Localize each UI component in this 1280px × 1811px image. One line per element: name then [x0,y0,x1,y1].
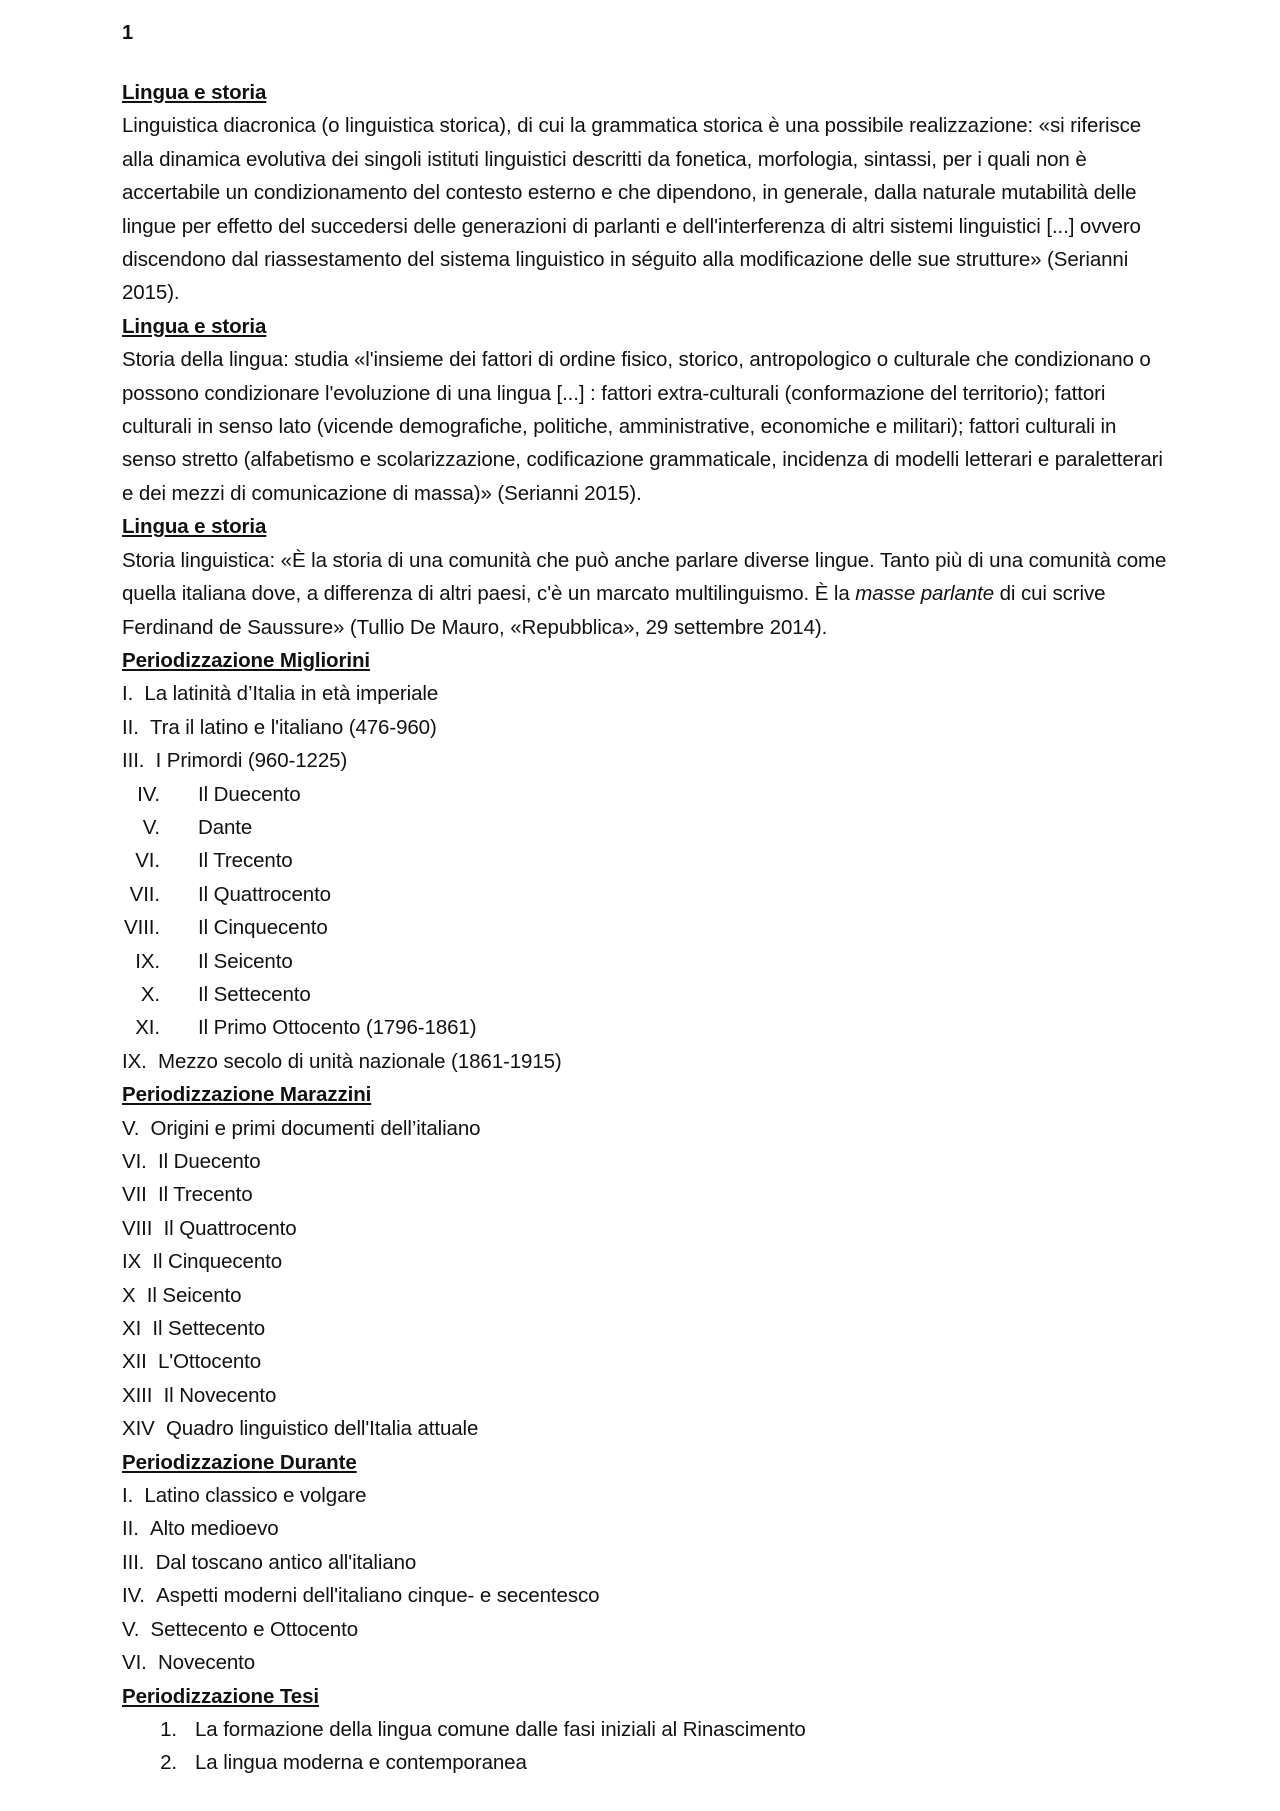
list-number: IX. [122,1049,147,1073]
list-number: IV. [137,782,160,806]
list-text: Latino classico e volgare [144,1484,367,1508]
list-item [122,744,1172,777]
list-item [122,945,1172,978]
periodization-list-tesi [122,1713,1172,1780]
list-number: XIV [122,1417,155,1441]
list-number: I. [122,682,134,706]
list-text: Il Seicento [146,1283,242,1307]
list-item [122,1546,1172,1579]
periodization-list-marazzini [122,1112,1172,1446]
list-number: V. [122,1617,140,1641]
list-text: Il Duecento [157,1150,261,1173]
periodization-list-migliorini-indented [122,778,1172,1045]
list-number: VI. [122,1651,147,1675]
list-item [122,878,1172,911]
list-number: V. [122,1116,140,1140]
list-text: Aspetti moderni dell'italiano cinque- e secentesco [156,1584,600,1608]
list-text: Novecento [157,1651,256,1675]
list-number: X [122,1283,136,1307]
periodization-heading: Periodizzazione Migliorini [122,648,370,672]
list-text: Il Primo Ottocento (1796-1861) [198,1016,477,1040]
list-item [122,1579,1172,1612]
list-item [122,1279,1172,1312]
list-text: Il Seicento [198,949,293,973]
list-number: V. [142,815,160,839]
section-heading: Lingua e storia [122,81,267,104]
list-text: Il Settecento [152,1317,266,1341]
list-text: L'Ottocento [157,1350,262,1374]
list-item [122,711,1172,744]
list-text: Tra il latino e l'italiano (476-960) [150,715,437,739]
list-item [122,1512,1172,1545]
section-heading: Lingua e storia [122,515,267,539]
list-number: II. [122,715,139,739]
list-item [122,844,1172,877]
list-number: IX [122,1250,142,1274]
list-number: VII. [129,882,160,906]
periodization-heading: Periodizzazione Durante [122,1450,357,1474]
list-number: VI. [135,849,160,873]
list-text: Origini e primi documenti dell’italiano [150,1116,481,1140]
page-content [122,76,1172,1780]
list-text: Mezzo secolo di unità nazionale (1861-1915) [157,1049,562,1073]
list-number: XIII [122,1383,153,1407]
periodization-heading: Periodizzazione Tesi [122,1684,319,1708]
list-item [122,1345,1172,1378]
list-text: Settecento e Ottocento [150,1617,358,1641]
periodization-list-migliorini [122,677,1172,777]
list-text: Il Novecento [163,1383,277,1407]
list-text: Dal toscano antico all'italiano [155,1550,417,1574]
list-text: Quadro linguistico dell'Italia attuale [165,1417,479,1441]
list-text: Il Trecento [157,1183,253,1207]
list-number: I. [122,1484,134,1508]
list-item [122,1011,1172,1044]
list-number: III. [122,749,145,773]
list-text: Il Trecento [198,849,293,873]
list-item [122,1045,1172,1078]
list-text: I Primordi (960-1225) [155,749,348,773]
periodization-list-durante [122,1479,1172,1679]
list-item [122,677,1172,710]
list-item [122,1412,1172,1445]
list-number: III. [122,1550,145,1574]
list-item [122,1479,1172,1512]
list-number: VIII. [124,916,160,940]
list-item [122,1613,1172,1646]
list-item [122,1713,1172,1746]
list-item [122,1646,1172,1679]
list-number: XI [122,1317,142,1341]
periodization-list-migliorini-tail [122,1045,1172,1078]
section-paragraph [122,544,1172,644]
list-item [122,1145,1172,1178]
list-number: 2. [160,1751,177,1775]
section-paragraph: Linguistica diacronica (o linguistica storica), di cui la grammatica storica è una possibile realizzazione: «si riferisce alla dinamica evolutiva dei singoli istituti linguistici descritti da fonetica, morfologia, sintassi, per i quali non è accertabile un condizionamento del contesto esterno e che dipendono, in generale, dalla naturale mutabilità delle lingue per effetto del succedersi delle generazioni di parlanti e dell'interferenza di altri sistemi linguistici [...] ovvero discendono dal riassestamento del sistema linguistico in séguito alla modificazione delle sue strutture» (Serianni 2015). [122,114,1142,305]
list-item [122,1746,1172,1779]
list-number: VIII [122,1216,153,1240]
list-text: Il Cinquecento [198,916,328,940]
periodization-heading: Periodizzazione Marazzini [122,1083,372,1107]
list-text: Dante [198,815,253,839]
list-item [122,1312,1172,1345]
list-item [122,778,1172,811]
list-text: Il Quattrocento [163,1216,297,1240]
list-text: Il Duecento [198,782,301,806]
list-item [122,911,1172,944]
italic-term: masse parlante [855,582,995,606]
list-text: La formazione della lingua comune dalle fasi iniziali al Rinascimento [195,1717,806,1741]
list-text: La latinità d’Italia in età imperiale [144,682,439,706]
page-number: 1 [122,22,134,44]
list-text: Il Settecento [198,982,311,1006]
list-item [122,978,1172,1011]
list-number: II. [122,1517,139,1541]
list-number: IV. [122,1584,145,1608]
list-item [122,1178,1172,1211]
list-number: VII [122,1183,147,1207]
list-item [122,1245,1172,1278]
list-number: XI. [135,1016,160,1040]
list-text: Il Cinquecento [152,1250,283,1274]
list-number: XII [122,1350,147,1374]
paragraph-text: Storia linguistica: «È la storia di una comunità che può anche parlare diverse lingue. Tanto più di una comunità come quella italiana dove, a differenza di altri paesi, c'è un marcato multilinguismo. È la [122,548,1167,606]
list-item [122,1379,1172,1412]
list-text: Il Quattrocento [198,882,331,906]
section-paragraph: Storia della lingua: studia «l'insieme dei fattori di ordine fisico, storico, antropologico o culturale che condizionano o possono condizionare l'evoluzione di una lingua [...] : fattori extra-culturali (conformazione del territorio); fattori culturali in senso lato (vicende demografiche, politiche, amministrative, economiche e militari); fattori culturali in senso stretto (alfabetismo e scolarizzazione, codificazione grammaticale, incidenza di modelli letterari e paraletterari e dei mezzi di comunicazione di massa)» (Serianni 2015). [122,348,1163,505]
list-text: Alto medioevo [150,1517,279,1541]
list-number: 1. [160,1717,177,1741]
list-text: La lingua moderna e contemporanea [195,1751,527,1775]
paragraph-text: di cui scrive Ferdinand de Saussure» (Tullio De Mauro, «Repubblica», 29 settembre 2014). [122,582,1106,639]
list-item [122,811,1172,844]
section-heading: Lingua e storia [122,314,267,338]
list-number: IX. [135,949,160,973]
list-number: X. [140,982,160,1006]
list-number: VI. [122,1150,147,1173]
list-item [122,1112,1172,1145]
list-item [122,1212,1172,1245]
